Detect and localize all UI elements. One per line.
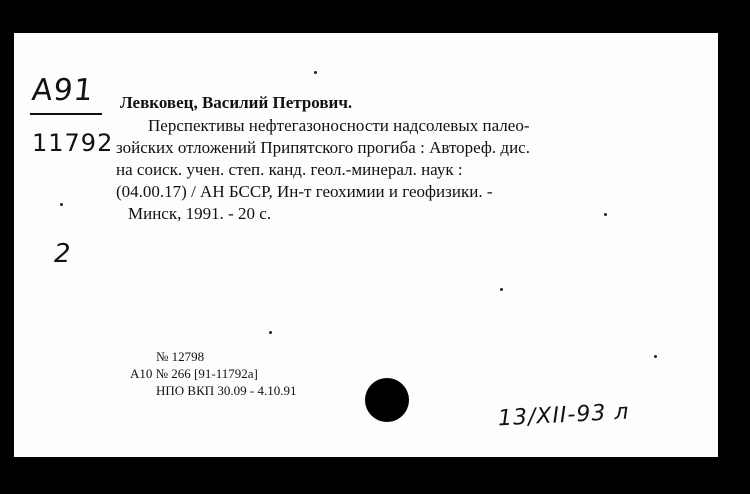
shelf-mark-letter: A91 — [30, 73, 96, 108]
catalog-card — [14, 33, 718, 457]
registry-source: НПО ВКП 30.09 - 4.10.91 — [156, 383, 297, 398]
author-heading: Левковец, Василий Петрович. — [120, 93, 353, 112]
registry-code: А10 № 266 [91-11792а] — [130, 366, 258, 381]
copy-mark: 2 — [54, 239, 71, 269]
shelf-mark-underline — [30, 113, 102, 115]
handwritten-date: 13/XII-93 л — [497, 399, 631, 432]
scan-speck — [60, 203, 63, 206]
description-line: (04.00.17) / АН БССР, Ин-т геохимии и геофизики. - — [116, 182, 493, 201]
scan-speck — [269, 331, 272, 334]
bibliographic-description — [116, 115, 696, 225]
description-line: Перспективы нефтегазоносности надсолевых палео- — [148, 116, 530, 135]
description-line: зойских отложений Припятского прогиба : Автореф. дис. — [116, 138, 530, 157]
shelf-mark-number: 11792 — [32, 129, 114, 157]
punch-hole — [365, 378, 409, 422]
scan-speck — [654, 355, 657, 358]
description-line: на соиск. учен. степ. канд. геол.-минерал. наук : — [116, 160, 463, 179]
registry-number: № 12798 — [156, 349, 205, 364]
description-line: Минск, 1991. - 20 с. — [128, 204, 272, 223]
scan-speck — [500, 288, 503, 291]
scan-speck — [604, 213, 607, 216]
scan-speck — [314, 71, 317, 74]
